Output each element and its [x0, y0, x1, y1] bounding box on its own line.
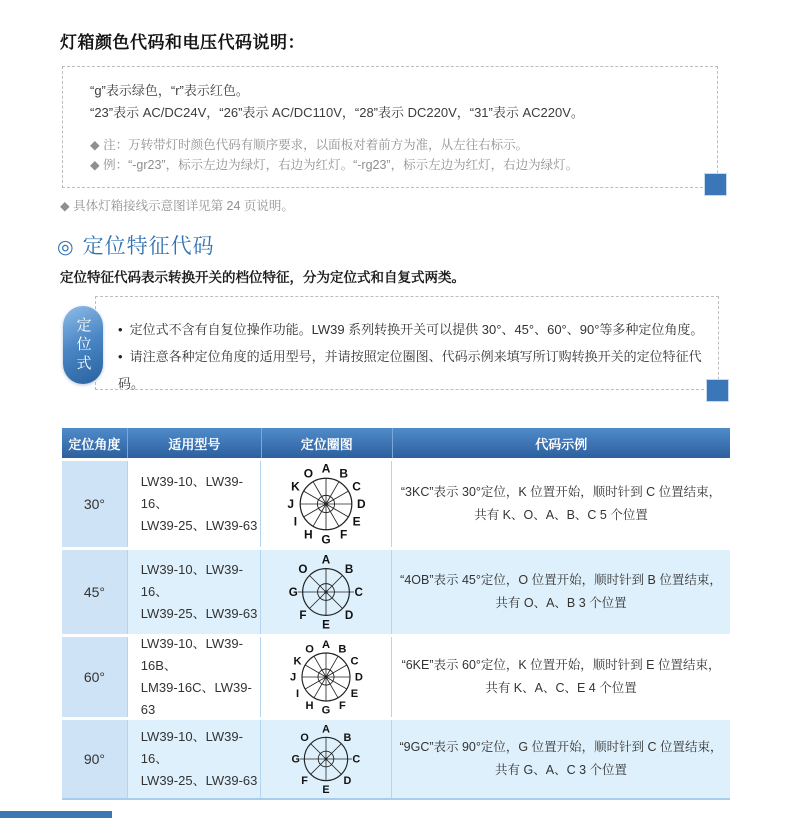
- svg-text:D: D: [343, 775, 352, 788]
- svg-text:A: A: [322, 553, 331, 567]
- svg-text:B: B: [338, 643, 347, 656]
- svg-text:O: O: [300, 732, 310, 745]
- angle-cell: 30°: [62, 461, 127, 547]
- svg-text:D: D: [345, 609, 354, 623]
- table-row: [62, 461, 730, 547]
- svg-text:J: J: [287, 497, 295, 512]
- blue-corner-square: [706, 379, 729, 402]
- svg-text:A: A: [322, 638, 331, 651]
- svg-text:C: C: [352, 753, 361, 766]
- header-diagram: 定位圈图: [261, 428, 391, 458]
- positioning-diagram: [260, 637, 391, 717]
- angle-cell: 90°: [62, 720, 127, 798]
- positioning-type-tab: 定位式: [63, 306, 103, 384]
- positioning-bullet-2: • 请注意各种定位角度的适用型号，并请按照定位圈图、代码示例来填写所订购转换开关的定位特征代码。: [118, 343, 712, 397]
- svg-text:H: H: [304, 527, 313, 542]
- angle-cell: 45°: [62, 550, 127, 634]
- models-cell: LW39-10、LW39-16、 LW39-25、LW39-63: [127, 720, 261, 798]
- table-header-row: [62, 428, 730, 458]
- svg-text:K: K: [293, 655, 302, 668]
- lampbox-note-box: [62, 66, 718, 188]
- svg-text:C: C: [352, 479, 362, 494]
- svg-text:E: E: [322, 618, 331, 632]
- svg-text:B: B: [339, 466, 349, 481]
- svg-text:E: E: [322, 783, 330, 796]
- svg-text:F: F: [299, 609, 307, 623]
- header-models: 适用型号: [127, 428, 261, 458]
- svg-text:D: D: [355, 671, 364, 684]
- svg-text:I: I: [293, 514, 298, 529]
- angle-cell: 60°: [62, 637, 127, 717]
- header-angle: 定位角度: [62, 428, 127, 458]
- positioning-diagram: [260, 461, 391, 547]
- code-example-cell: “4OB”表示 45°定位，O 位置开始，顺时针到 B 位置结束， 共有 O、A、B 3 个位置: [391, 550, 730, 634]
- svg-text:D: D: [357, 497, 366, 512]
- wiring-diagram-footnote: ◆ 具体灯箱接线示意图详见第 24 页说明。: [60, 199, 294, 213]
- section-title: [57, 230, 215, 260]
- svg-text:F: F: [340, 527, 348, 542]
- models-cell: LW39-10、LW39-16、 LW39-25、LW39-63: [127, 550, 261, 634]
- svg-text:G: G: [321, 532, 331, 547]
- positioning-bullet-1: • 定位式不含有自复位操作功能。LW39 系列转换开关可以提供 30°、45°、60°、90°等多种定位角度。: [118, 316, 712, 343]
- bullet-icon: •: [118, 349, 123, 364]
- svg-text:I: I: [296, 688, 300, 701]
- page-footer-bar: [0, 811, 112, 818]
- svg-text:C: C: [350, 655, 359, 668]
- svg-text:B: B: [345, 562, 354, 576]
- positioning-angle-table: [62, 428, 730, 800]
- svg-text:B: B: [343, 732, 352, 745]
- code-example-cell: “6KE”表示 60°定位，K 位置开始，顺时针到 E 位置结束， 共有 K、A、C、E 4 个位置: [391, 637, 730, 717]
- svg-text:O: O: [298, 562, 308, 576]
- lampbox-note-example: ◆ 例：“-gr23”，标示左边为绿灯，右边为红灯。“-rg23”，标示左边为红灯，右边为绿灯。: [90, 158, 579, 172]
- svg-text:O: O: [305, 643, 315, 656]
- positioning-type-box: [74, 296, 719, 391]
- svg-text:J: J: [290, 671, 297, 684]
- code-example-cell: “3KC”表示 30°定位，K 位置开始，顺时针到 C 位置结束， 共有 K、O、A、B、C 5 个位置: [391, 461, 730, 547]
- section-title-text: 定位特征代码: [82, 235, 215, 258]
- svg-text:A: A: [321, 461, 331, 476]
- section-subtitle: 定位特征代码表示转换开关的档位特征，分为定位式和自复式两类。: [60, 270, 465, 285]
- svg-text:H: H: [305, 700, 314, 713]
- lampbox-voltage-codes: “23”表示 AC/DC24V，“26”表示 AC/DC110V，“28”表示 DC220V，“31”表示 AC220V。: [90, 105, 584, 120]
- svg-text:E: E: [351, 688, 359, 701]
- double-circle-icon: ◎: [57, 237, 75, 258]
- positioning-diagram: [260, 550, 391, 634]
- code-example-cell: “9GC”表示 90°定位，G 位置开始，顺时针到 C 位置结束， 共有 G、A、C 3 个位置: [391, 720, 730, 798]
- svg-text:F: F: [339, 700, 347, 713]
- svg-text:C: C: [354, 585, 364, 599]
- models-cell: LW39-10、LW39-16B、 LM39-16C、LW39-63: [127, 637, 261, 717]
- svg-text:G: G: [291, 753, 301, 766]
- svg-text:G: G: [321, 704, 331, 717]
- lampbox-color-codes: “g”表示绿色，“r”表示红色。: [90, 83, 249, 98]
- svg-text:A: A: [322, 723, 331, 736]
- table-row: [62, 550, 730, 634]
- models-cell: LW39-10、LW39-16、 LW39-25、LW39-63: [127, 461, 261, 547]
- svg-text:G: G: [289, 585, 299, 599]
- svg-text:E: E: [352, 514, 361, 529]
- bullet-icon: •: [118, 322, 123, 337]
- header-example: 代码示例: [392, 428, 730, 458]
- svg-text:F: F: [301, 775, 309, 788]
- table-row: [62, 720, 730, 800]
- lampbox-note-order: ◆ 注：万转带灯时颜色代码有顺序要求，以面板对着前方为准，从左往右标示。: [90, 138, 529, 152]
- table-row: [62, 637, 730, 717]
- page-title: 灯箱颜色代码和电压代码说明：: [60, 33, 305, 52]
- positioning-diagram: [260, 720, 391, 798]
- blue-corner-square: [704, 173, 727, 196]
- svg-text:O: O: [303, 466, 314, 481]
- svg-text:K: K: [291, 479, 300, 494]
